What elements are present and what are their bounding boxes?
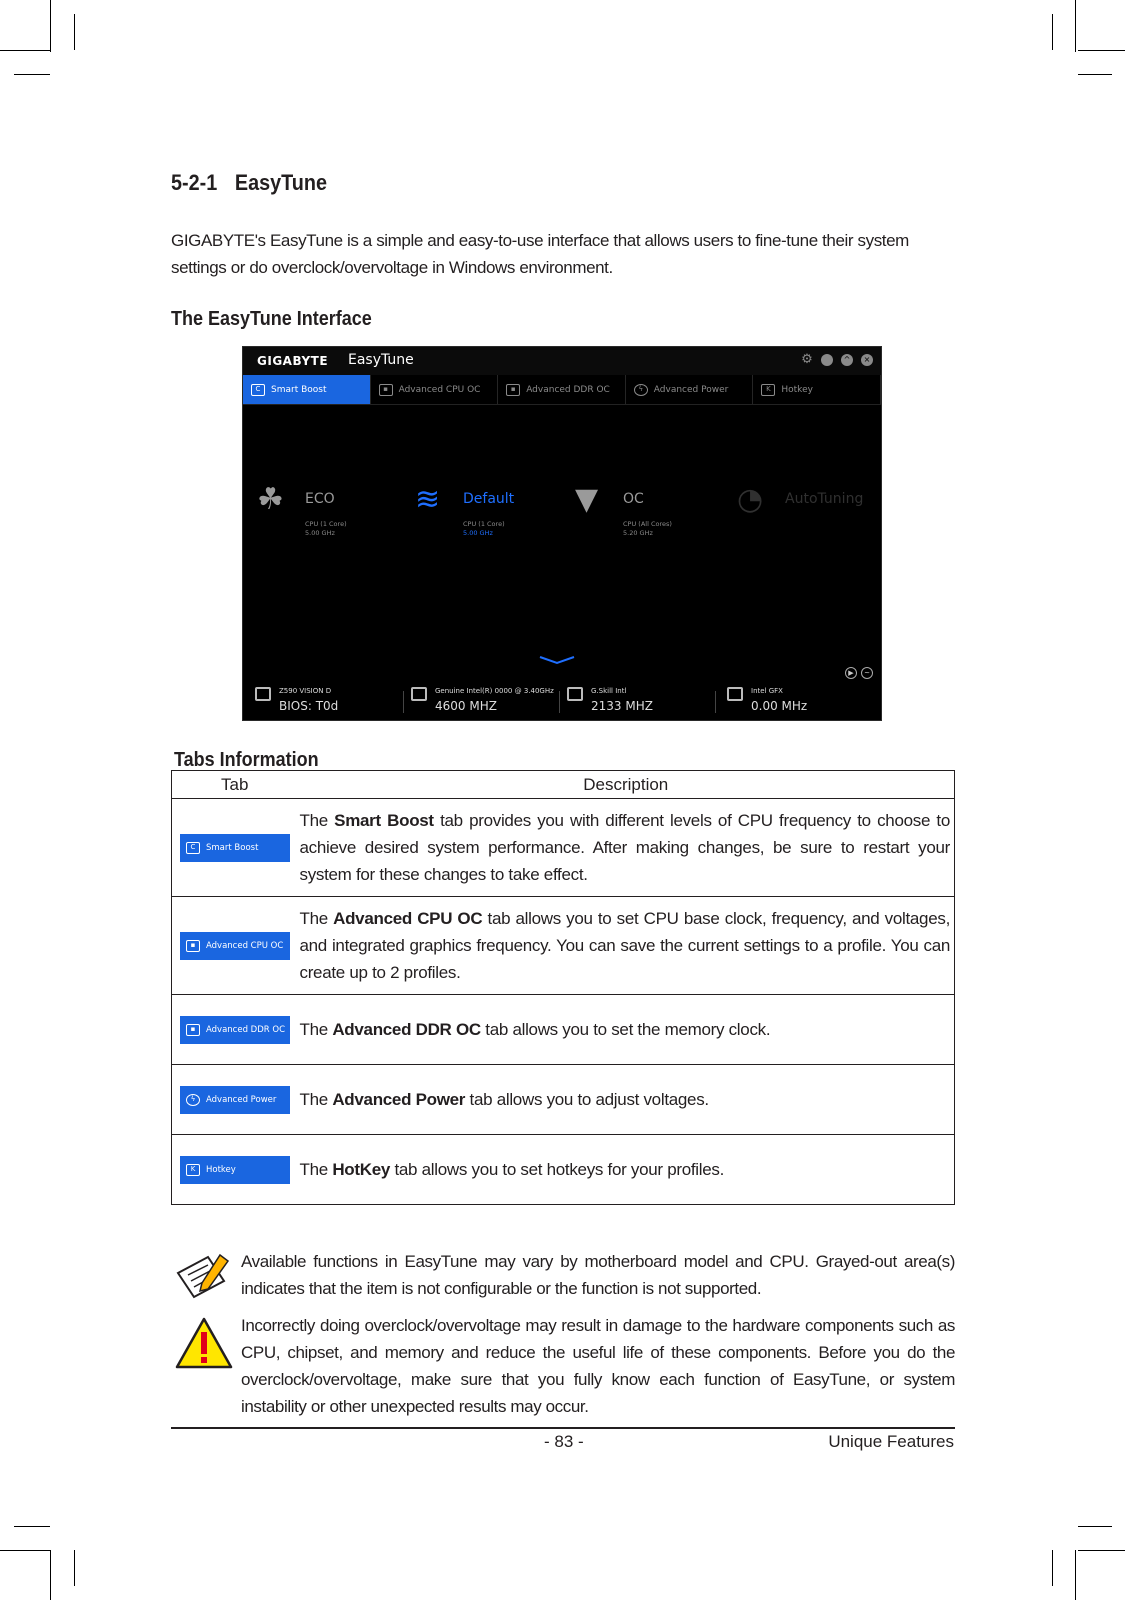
crop-mark (50, 1550, 51, 1600)
close-icon[interactable]: × (861, 354, 873, 366)
mode-label: ECO (305, 491, 335, 507)
mode-core-info: CPU (1 Core) (463, 520, 505, 528)
status-value: 4600 MHZ (435, 699, 497, 713)
description-cell (298, 897, 955, 995)
status-label: Intel GFX (751, 687, 783, 695)
playback-controls (845, 667, 873, 679)
crop-mark (1052, 1550, 1053, 1586)
tornado-icon: ▼ (575, 482, 599, 517)
intro-paragraph: GIGABYTE's EasyTune is a simple and easy-to-use interface that allows users to fine-tune their system settings or do overclock/overvoltage in Windows environment. (171, 231, 909, 277)
tab-image-cell (172, 1135, 298, 1205)
crop-mark (1075, 1550, 1076, 1600)
status-divider (403, 691, 404, 713)
memory-icon: ▪ (186, 1024, 200, 1036)
gpu-icon (727, 687, 743, 701)
smart-boost-tab-image (180, 834, 290, 862)
mode-label: Default (463, 491, 515, 507)
tab-image-label: Advanced CPU OC (206, 940, 284, 951)
crop-mark (74, 14, 75, 50)
description-text: The (299, 811, 335, 830)
footer-rule (171, 1427, 955, 1429)
chevron-down-icon[interactable] (539, 655, 575, 665)
mode-label: AutoTuning (785, 491, 864, 507)
advanced-power-tab-image (180, 1086, 290, 1114)
cpu-icon: ▪ (186, 940, 200, 952)
play-icon[interactable]: ▶ (845, 667, 857, 679)
description-bold: HotKey (332, 1160, 391, 1179)
crop-mark (1075, 0, 1076, 52)
mode-core-info: CPU (1 Core) (305, 520, 347, 528)
description-bold: Advanced CPU OC (333, 909, 483, 928)
tab-label: Hotkey (781, 384, 813, 395)
crop-mark (0, 50, 50, 51)
info-note: Available functions in EasyTune may vary by motherboard model and CPU. Grayed-out area(s) indicates that the item is not configurable or the function is not supported. (241, 1252, 955, 1298)
description-cell (298, 799, 955, 897)
cpu-chip-icon (411, 687, 427, 701)
tab-label: Advanced Power (653, 384, 729, 395)
description-text: tab allows you to set hotkeys for your profiles. (390, 1160, 725, 1179)
description-text: tab allows you to set the memory clock. (480, 1020, 771, 1039)
tab-image-label: Advanced Power (206, 1094, 277, 1105)
smart-boost-icon: C (251, 384, 265, 396)
easytune-tabs (243, 375, 881, 405)
status-value: 0.00 MHz (751, 699, 808, 713)
description-text: tab allows you to adjust voltages. (465, 1090, 709, 1109)
description-bold: Advanced DDR OC (332, 1020, 481, 1039)
power-icon: ϟ (186, 1094, 200, 1106)
advanced-cpu-oc-tab-image (180, 932, 290, 960)
warning-note: Incorrectly doing overclock/overvoltage may result in damage to the hardware components such as CPU, chipset, and memory and reduce the useful life of these components. Before you do the overclock/overvoltage, make sure that you fully know each function of EasyTune, or system instability or other unexpected results may occur. (241, 1316, 955, 1416)
mode-frequency: 5.00 GHz (305, 529, 335, 537)
tab-label: Advanced DDR OC (526, 384, 610, 395)
smart-boost-icon: C (186, 842, 200, 854)
status-value: BIOS: T0d (279, 699, 339, 713)
table-row (172, 995, 955, 1065)
description-cell (298, 1065, 955, 1135)
boost-modes (243, 477, 881, 557)
crop-mark (1078, 1550, 1125, 1551)
footer-section: Unique Features (828, 1432, 954, 1451)
status-label: G.Skill Intl (591, 687, 627, 695)
note-pencil-icon (174, 1251, 230, 1301)
tabs-info-table (171, 770, 955, 1205)
easytune-window (242, 346, 882, 721)
description-text: tab provides you with different levels of CPU frequency to choose to achieve desired system performance. After making changes, be sure to restart your system for these changes to take effect. (299, 811, 950, 884)
status-divider (715, 691, 716, 713)
motherboard-icon (255, 687, 271, 701)
easytune-titlebar (243, 347, 881, 375)
tabs-info-title: Tabs Information (174, 749, 319, 771)
minimize-icon[interactable] (821, 354, 833, 366)
window-controls (801, 354, 873, 366)
crop-mark (50, 0, 51, 52)
table-header-row (172, 771, 955, 799)
table-row (172, 1135, 955, 1205)
description-text: The (299, 1160, 333, 1179)
mode-label: OC (623, 491, 644, 507)
hotkey-tab-image (180, 1156, 290, 1184)
gear-icon[interactable]: ⚙ (801, 352, 813, 367)
section-title: EasyTune (234, 170, 327, 195)
warning-icon (174, 1316, 234, 1370)
description-bold: Smart Boost (334, 811, 434, 830)
advanced-ddr-oc-tab-image (180, 1016, 290, 1044)
description-text: The (299, 1020, 333, 1039)
memory-stick-icon (567, 687, 583, 701)
tab-advanced-ddr-oc[interactable] (498, 375, 626, 404)
header-description: Description (298, 771, 955, 799)
page-number: - 83 - (544, 1432, 584, 1451)
tab-image-label: Advanced DDR OC (206, 1024, 286, 1035)
chevron-up-icon[interactable]: ^ (841, 354, 853, 366)
section-number: 5-2-1 (171, 170, 218, 195)
status-divider (559, 691, 560, 713)
hotkey-icon: K (761, 384, 775, 396)
memory-icon: ▪ (506, 384, 520, 396)
leaf-icon: ☘ (257, 482, 284, 517)
tab-image-label: Smart Boost (206, 842, 259, 853)
tab-image-cell (172, 799, 298, 897)
status-value: 2133 MHZ (591, 699, 653, 713)
tab-smart-boost[interactable] (243, 375, 371, 404)
wind-icon: ≋ (415, 482, 441, 517)
description-cell (298, 995, 955, 1065)
table-row (172, 1065, 955, 1135)
tab-label: Smart Boost (271, 384, 327, 395)
power-icon: ϟ (634, 384, 648, 396)
tab-image-cell (172, 897, 298, 995)
tab-image-cell (172, 1065, 298, 1135)
crop-mark (0, 1550, 50, 1551)
crop-mark (1078, 1526, 1112, 1527)
interface-title: The EasyTune Interface (171, 308, 372, 330)
crop-mark (14, 74, 50, 75)
description-text: tab allows you to set CPU base clock, frequency, and voltages, and integrated graphics frequency. You can save the current settings to a profile. You can create up to 2 profiles. (299, 909, 950, 982)
table-row (172, 897, 955, 995)
tab-advanced-power[interactable] (626, 375, 754, 404)
crop-mark (74, 1550, 75, 1586)
tab-label: Advanced CPU OC (398, 384, 481, 395)
autotuning-icon: ◔ (737, 482, 764, 517)
table-row (172, 799, 955, 897)
crop-mark (1078, 74, 1112, 75)
description-cell (298, 1135, 955, 1205)
tab-hotkey[interactable] (753, 375, 881, 404)
waveform-icon[interactable]: ~ (861, 667, 873, 679)
crop-mark (1052, 14, 1053, 50)
mode-frequency: 5.00 GHz (463, 529, 493, 537)
header-tab: Tab (172, 771, 298, 799)
system-status-bar (243, 683, 881, 721)
description-bold: Advanced Power (332, 1090, 466, 1109)
app-title: EasyTune (348, 352, 414, 368)
tab-advanced-cpu-oc[interactable] (371, 375, 499, 404)
crop-mark (14, 1526, 50, 1527)
cpu-icon: ▪ (379, 384, 393, 396)
status-label: Genuine Intel(R) 0000 @ 3.40GHz (435, 687, 554, 695)
brand-logo: GIGABYTE (257, 354, 329, 368)
status-label: Z590 VISION D (279, 687, 332, 695)
mode-core-info: CPU (All Cores) (623, 520, 672, 528)
tab-image-label: Hotkey (206, 1164, 236, 1175)
section-heading (171, 170, 327, 196)
tab-image-cell (172, 995, 298, 1065)
mode-frequency: 5.20 GHz (623, 529, 653, 537)
description-text: The (299, 1090, 333, 1109)
description-text: The (299, 909, 334, 928)
hotkey-icon: K (186, 1164, 200, 1176)
crop-mark (1078, 50, 1125, 51)
